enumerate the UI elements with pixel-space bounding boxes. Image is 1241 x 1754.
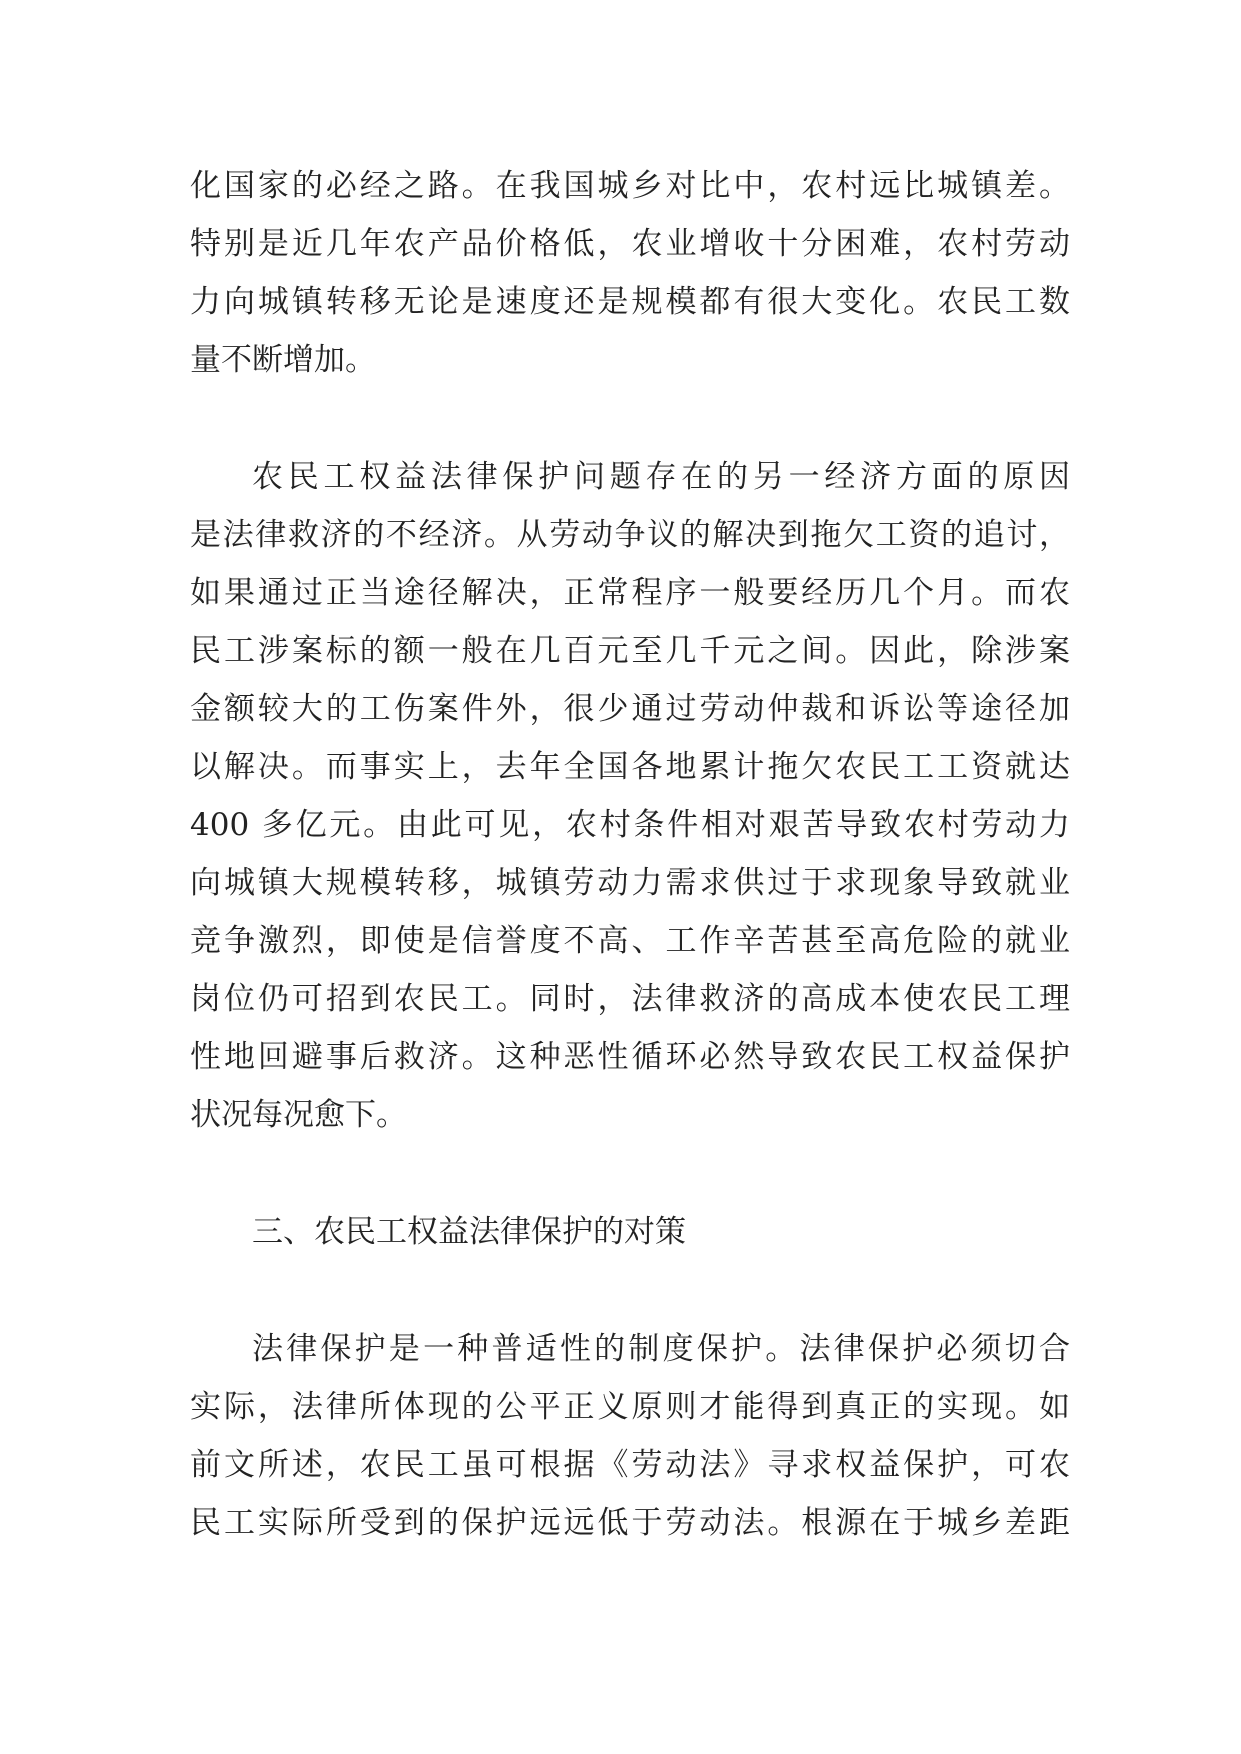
text-line: 量不断增加。 xyxy=(190,342,376,378)
text-line: 特别是近几年农产品价格低，农业增收十分困难，农村劳动 xyxy=(190,226,1070,262)
text-line: 状况每况愈下。 xyxy=(190,1097,407,1133)
text-line: 前文所述，农民工虽可根据《劳动法》寻求权益保护，可农 xyxy=(190,1447,1070,1483)
text-line: 竞争激烈，即使是信誉度不高、工作辛苦甚至高危险的就业 xyxy=(190,923,1070,959)
section-heading: 三、农民工权益法律保护的对策 xyxy=(252,1214,686,1250)
text-line: 化国家的必经之路。在我国城乡对比中，农村远比城镇差。 xyxy=(190,168,1070,204)
text-line: 实际，法律所体现的公平正义原则才能得到真正的实现。如 xyxy=(190,1389,1070,1425)
text-line: 如果通过正当途径解决，正常程序一般要经历几个月。而农 xyxy=(190,575,1070,611)
text-line: 民工实际所受到的保护远远低于劳动法。根源在于城乡差距 xyxy=(190,1505,1070,1541)
text-line: 农民工权益法律保护问题存在的另一经济方面的原因 xyxy=(252,459,1070,495)
text-line: 民工涉案标的额一般在几百元至几千元之间。因此，除涉案 xyxy=(190,633,1070,669)
text-line: 金额较大的工伤案件外，很少通过劳动仲裁和诉讼等途径加 xyxy=(190,691,1070,727)
text-line: 性地回避事后救济。这种恶性循环必然导致农民工权益保护 xyxy=(190,1039,1070,1075)
text-line: 力向城镇转移无论是速度还是规模都有很大变化。农民工数 xyxy=(190,284,1070,320)
text-line: 向城镇大规模转移，城镇劳动力需求供过于求现象导致就业 xyxy=(190,865,1070,901)
text-line: 法律保护是一种普适性的制度保护。法律保护必须切合 xyxy=(252,1331,1070,1367)
text-line: 400 多亿元。由此可见，农村条件相对艰苦导致农村劳动力 xyxy=(190,807,1070,843)
text-line: 以解决。而事实上，去年全国各地累计拖欠农民工工资就达 xyxy=(190,749,1070,785)
text-line: 是法律救济的不经济。从劳动争议的解决到拖欠工资的追讨， xyxy=(190,517,1070,553)
text-line: 岗位仍可招到农民工。同时，法律救济的高成本使农民工理 xyxy=(190,981,1070,1017)
